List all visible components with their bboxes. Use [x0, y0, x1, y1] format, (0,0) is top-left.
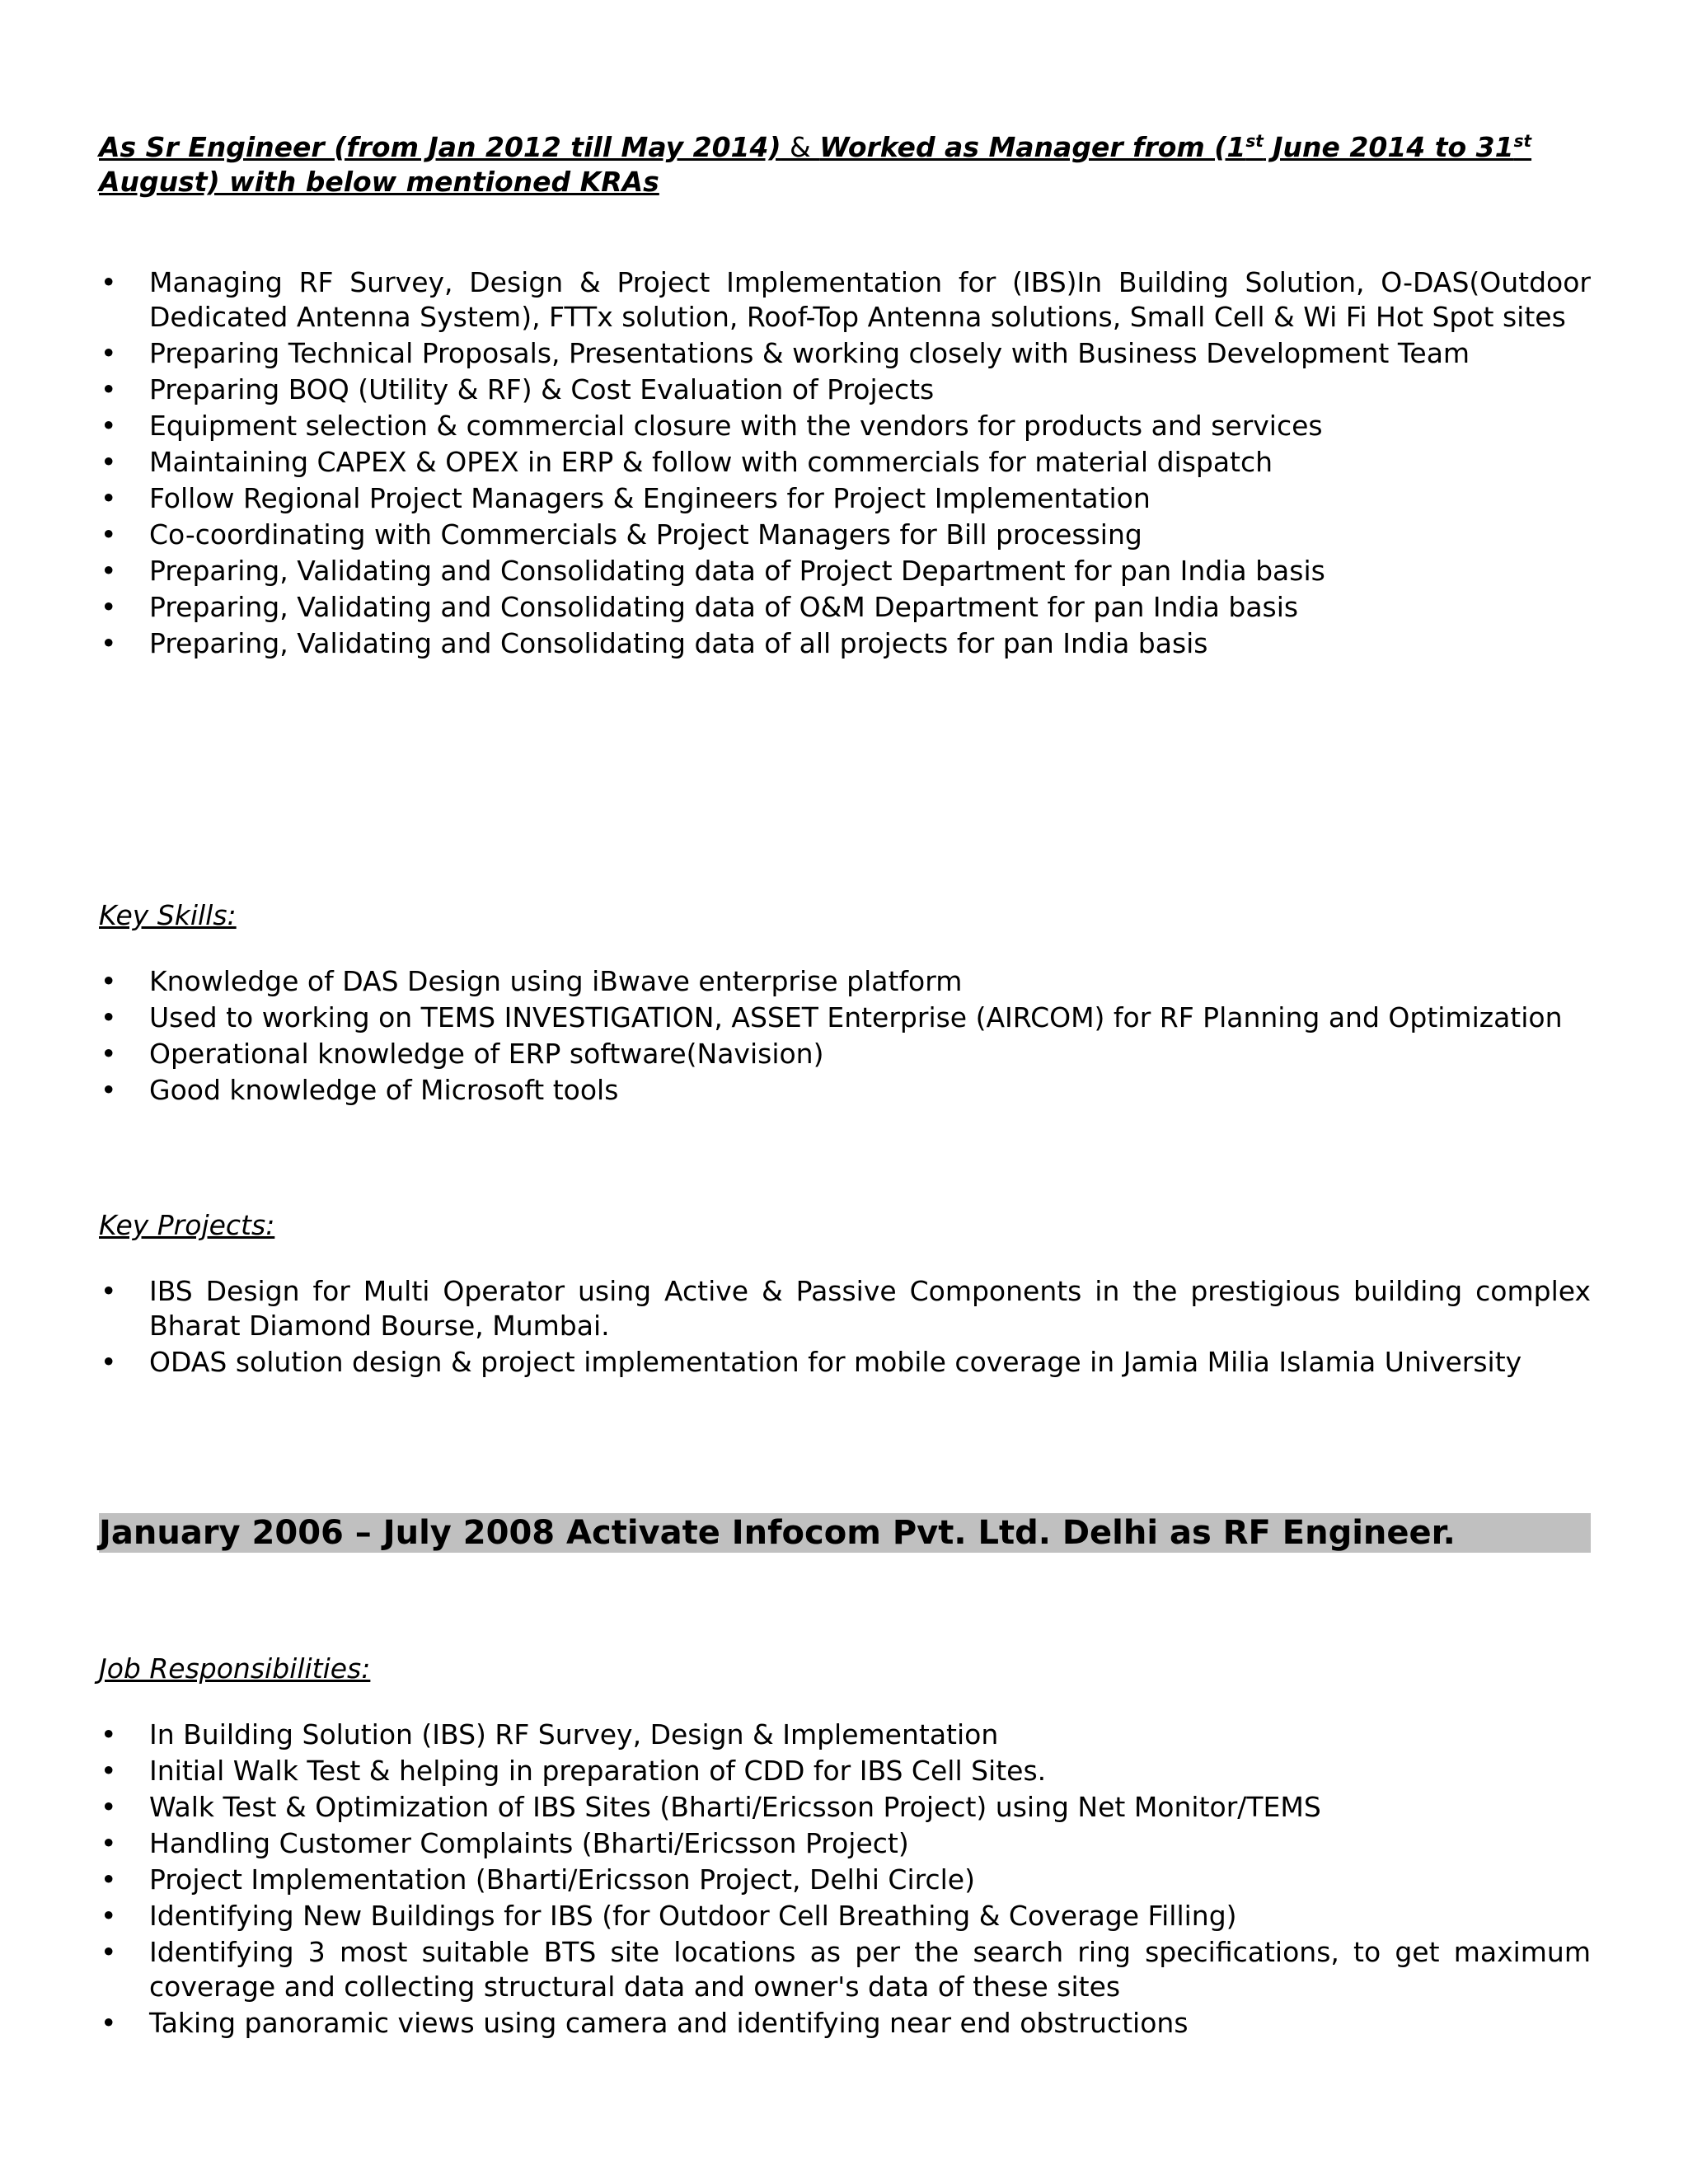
bullet-icon: • [101, 591, 117, 623]
list-item [99, 1935, 1591, 2004]
list-item-text: Preparing Technical Proposals, Presentations & working closely with Business Development Team [149, 337, 1470, 369]
list-item-text: Project Implementation (Bharti/Ericsson Project, Delhi Circle) [149, 1863, 975, 1896]
bullet-icon: • [101, 1936, 117, 1968]
list-item [99, 1274, 1591, 1343]
bullet-icon: • [101, 1827, 117, 1859]
list-item-text: Handling Customer Complaints (Bharti/Ericsson Project) [149, 1827, 909, 1859]
bullet-icon: • [101, 627, 117, 659]
list-item-text: Preparing, Validating and Consolidating data of Project Department for pan India basis [149, 555, 1325, 587]
list-item-text: ODAS solution design & project implementation for mobile coverage in Jamia Milia Islamia University [149, 1346, 1522, 1378]
key-skills-list [99, 964, 1591, 1109]
bullet-icon: • [101, 518, 117, 551]
role-heading-sup1: st [1245, 131, 1264, 151]
role-heading-part1: As Sr Engineer (from Jan 2012 till May 2014) [99, 131, 781, 163]
list-item [99, 1863, 1591, 1897]
bullet-icon: • [101, 1791, 117, 1823]
list-item-text: Follow Regional Project Managers & Engineers for Project Implementation [149, 482, 1151, 514]
bullet-icon: • [101, 482, 117, 514]
list-item [99, 626, 1591, 661]
list-item [99, 1754, 1591, 1788]
list-item-text: Preparing, Validating and Consolidating data of O&M Department for pan India basis [149, 591, 1299, 623]
role-heading [99, 130, 1591, 199]
bullet-icon: • [101, 1001, 117, 1033]
list-item [99, 373, 1591, 407]
list-item-text: Maintaining CAPEX & OPEX in ERP & follow with commercials for material dispatch [149, 446, 1273, 478]
bullet-icon: • [101, 1038, 117, 1070]
list-item-text: Good knowledge of Microsoft tools [149, 1074, 619, 1106]
list-item [99, 336, 1591, 371]
list-item-text: Taking panoramic views using camera and identifying near end obstructions [149, 2007, 1189, 2039]
list-item-text: Knowledge of DAS Design using iBwave enterprise platform [149, 965, 963, 997]
list-item [99, 518, 1591, 552]
bullet-icon: • [101, 1275, 117, 1307]
list-item [99, 1037, 1591, 1071]
bullet-icon: • [101, 1718, 117, 1750]
job-responsibilities-label: Job Responsibilities: [99, 1652, 371, 1685]
role-heading-part3: June 2014 to 31 [1263, 131, 1514, 163]
list-item [99, 590, 1591, 625]
key-projects-list [99, 1274, 1591, 1381]
list-item [99, 1345, 1591, 1380]
list-item-text: Identifying New Buildings for IBS (for Outdoor Cell Breathing & Coverage Filling) [149, 1900, 1237, 1932]
bullet-icon: • [101, 373, 117, 405]
role-heading-amp: & [781, 131, 820, 163]
key-skills-label: Key Skills: [99, 899, 237, 931]
bullet-icon: • [101, 965, 117, 997]
list-item-text: IBS Design for Multi Operator using Active & Passive Components in the prestigious building complex Bharat Diamond Bourse, Mumbai. [149, 1275, 1591, 1342]
list-item [99, 445, 1591, 480]
list-item-text: Identifying 3 most suitable BTS site locations as per the search ring specifications, to get maximum coverage and collecting structural data and owner's data of these sites [149, 1936, 1591, 2003]
bullet-icon: • [101, 410, 117, 442]
list-item-text: Preparing, Validating and Consolidating data of all projects for pan India basis [149, 627, 1208, 659]
bullet-icon: • [101, 1900, 117, 1932]
bullet-icon: • [101, 1863, 117, 1896]
list-item [99, 1718, 1591, 1752]
list-item-text: Equipment selection & commercial closure with the vendors for products and services [149, 410, 1323, 442]
job-responsibilities-list [99, 1718, 1591, 2042]
list-item-text: In Building Solution (IBS) RF Survey, Design & Implementation [149, 1718, 999, 1750]
list-item-text: Walk Test & Optimization of IBS Sites (Bharti/Ericsson Project) using Net Monitor/TEMS [149, 1791, 1321, 1823]
key-projects-label: Key Projects: [99, 1209, 275, 1241]
list-item [99, 409, 1591, 443]
bullet-icon: • [101, 266, 117, 298]
list-item [99, 2006, 1591, 2041]
list-item [99, 1073, 1591, 1108]
list-item [99, 265, 1591, 335]
list-item [99, 1826, 1591, 1861]
list-item-text: Initial Walk Test & helping in preparation of CDD for IBS Cell Sites. [149, 1755, 1047, 1787]
list-item-text: Preparing BOQ (Utility & RF) & Cost Evaluation of Projects [149, 373, 935, 405]
list-item [99, 1899, 1591, 1933]
bullet-icon: • [101, 2007, 117, 2039]
list-item-text: Used to working on TEMS INVESTIGATION, ASSET Enterprise (AIRCOM) for RF Planning and Optimization [149, 1001, 1563, 1033]
bullet-icon: • [101, 1074, 117, 1106]
role-heading-sup2: st [1513, 131, 1532, 151]
company-banner: January 2006 – July 2008 Activate Infocom Pvt. Ltd. Delhi as RF Engineer. [99, 1513, 1591, 1553]
role-heading-part2: Worked as Manager from (1 [819, 131, 1246, 163]
list-item-text: Managing RF Survey, Design & Project Implementation for (IBS)In Building Solution, O-DAS(Outdoor Dedicated Antenna System), FTTx solution, Roof-Top Antenna solutions, Small Cell & Wi Fi Hot Spot sites [149, 266, 1591, 333]
bullet-icon: • [101, 446, 117, 478]
list-item [99, 554, 1591, 588]
list-item [99, 481, 1591, 516]
bullet-icon: • [101, 1346, 117, 1378]
bullet-icon: • [101, 1755, 117, 1787]
role-heading-part4: August) with below mentioned KRAs [99, 166, 659, 198]
bullet-icon: • [101, 555, 117, 587]
list-item [99, 964, 1591, 999]
list-item [99, 1790, 1591, 1825]
list-item [99, 1001, 1591, 1035]
list-item-text: Co-coordinating with Commercials & Project Managers for Bill processing [149, 518, 1142, 551]
bullet-icon: • [101, 337, 117, 369]
list-item-text: Operational knowledge of ERP software(Navision) [149, 1038, 824, 1070]
kra-list [99, 265, 1591, 663]
